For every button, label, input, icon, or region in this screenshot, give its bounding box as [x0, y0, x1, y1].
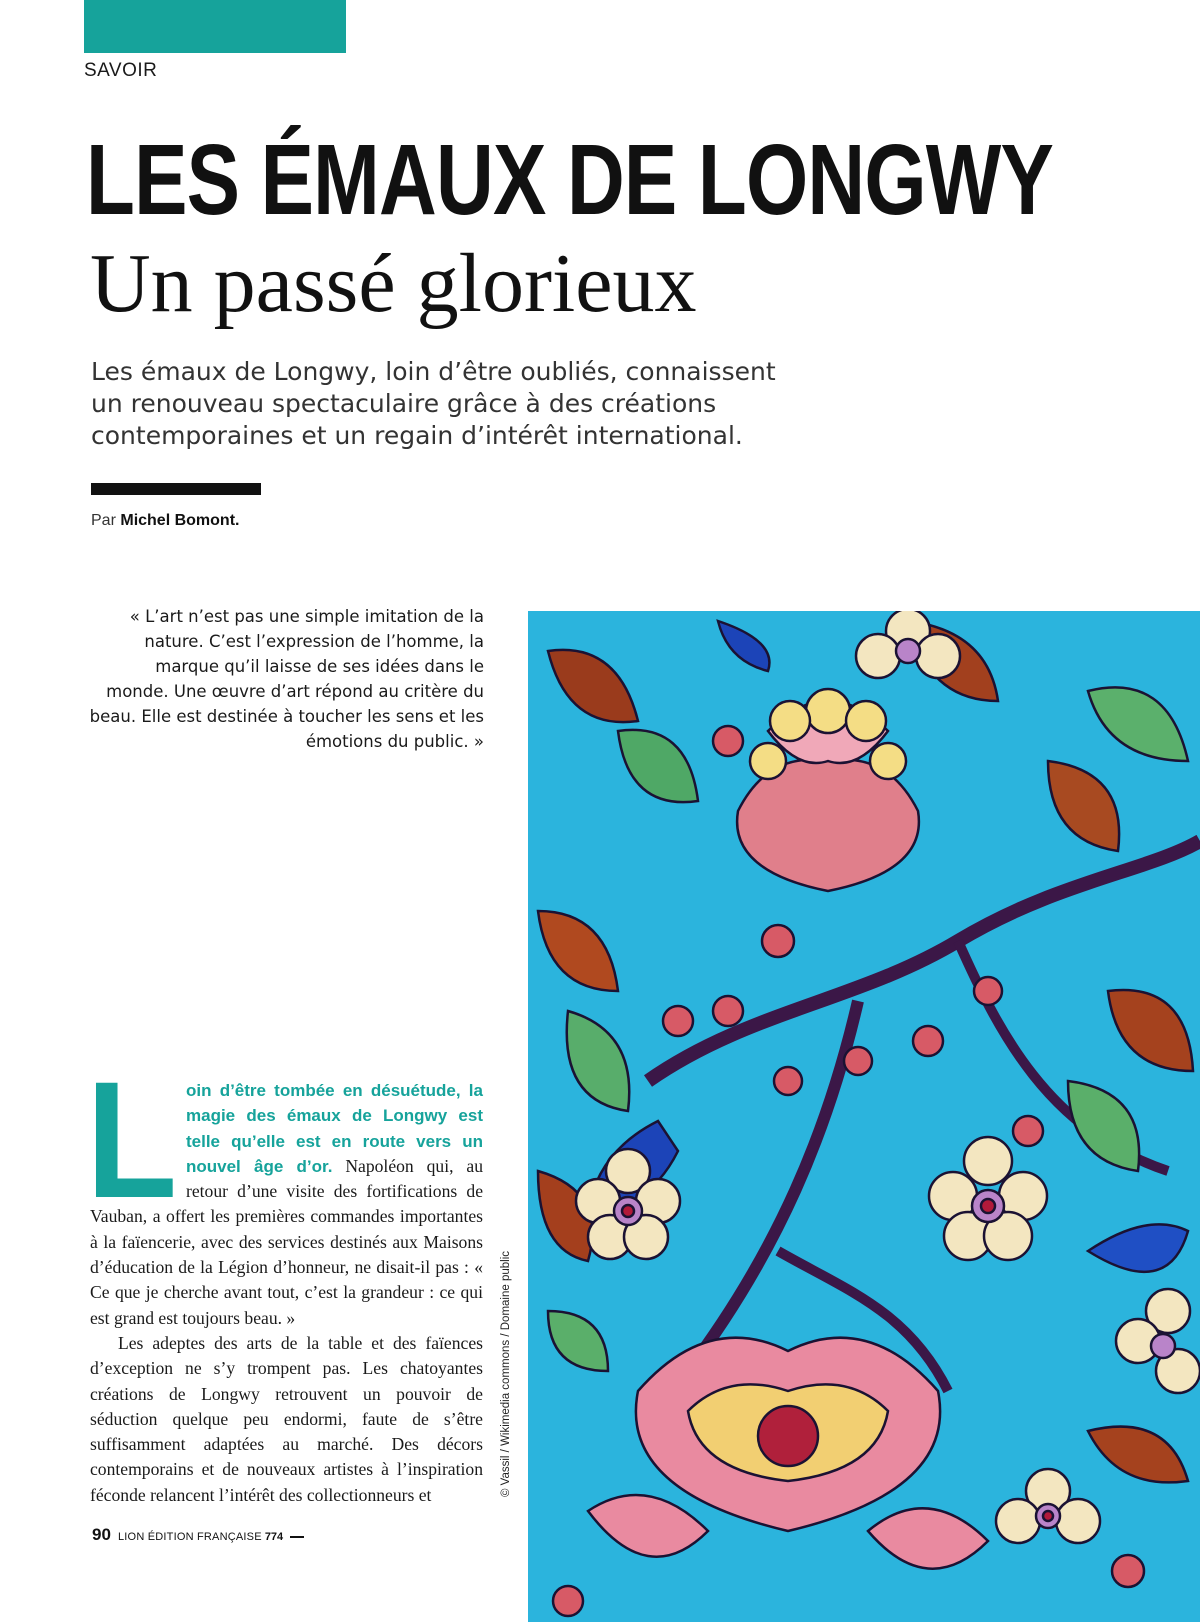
article-lead: oin d’être tombée en désuétude, la magie des émaux de Longwy est telle qu’elle est en route vers un nouvel âge d’or. — [186, 1081, 483, 1176]
footer-dash — [290, 1536, 304, 1538]
article-paragraph-1 — [86, 1048, 483, 1331]
section-color-bar — [84, 0, 346, 53]
byline-prefix: Par — [91, 512, 116, 529]
byline-rule — [91, 483, 261, 495]
article-subtitle: Un passé glorieux — [90, 237, 697, 330]
section-label: SAVOIR — [84, 60, 158, 81]
magazine-name: LION ÉDITION FRANÇAISE — [117, 1531, 262, 1543]
enamel-photo — [528, 611, 1200, 1622]
page-number: 90 — [92, 1525, 111, 1544]
article-paragraph-1-text: Napoléon qui, au retour d’une visite des fortifications de Vauban, a offert les premières commandes importantes à la faïencerie, avec des services destinés aux Maisons d’éducation de la Légion d’honneur, ne disait-il pas : « Ce que je cherche avant tout, c’est la grandeur : ce qui est grand est toujours beau. » — [90, 1155, 483, 1328]
article-paragraph-2: Les adeptes des arts de la table et des faïences d’exception ne s’y trompent pas. Les chatoyantes créations de Longwy retrouvent un pouvoir de séduction quelque peu endormi, faute de s’être suffisamment adaptées au marché. Des décors contemporains et de nouveaux artistes à l’inspiration féconde relancent l’intérêt des collectionneurs et — [90, 1332, 483, 1505]
pull-quote: « L’art n’est pas une simple imitation de la nature. C’est l’expression de l’homme, la marque qu’il laisse de ses idées dans le monde. Une œuvre d’art répond au critère du beau. Elle est destinée à toucher les sens et les émotions du public. » — [89, 607, 484, 751]
page-footer — [92, 1525, 304, 1545]
byline — [91, 512, 239, 530]
issue-number: 774 — [264, 1531, 284, 1543]
article-intro: Les émaux de Longwy, loin d’être oubliés, connaissent un renouveau spectaculaire grâce à des créations contemporaines et un regain d’intérêt international. — [91, 357, 776, 450]
article-body — [86, 1048, 483, 1508]
byline-author: Michel Bomont. — [120, 512, 240, 529]
dropcap-letter: L — [86, 1048, 178, 1233]
dropcap — [86, 1048, 182, 1233]
photo-credit: © Vassil / Wikimedia commons / Domaine public — [500, 1250, 512, 1497]
article-title: LES ÉMAUX DE LONGWY — [86, 124, 1054, 236]
